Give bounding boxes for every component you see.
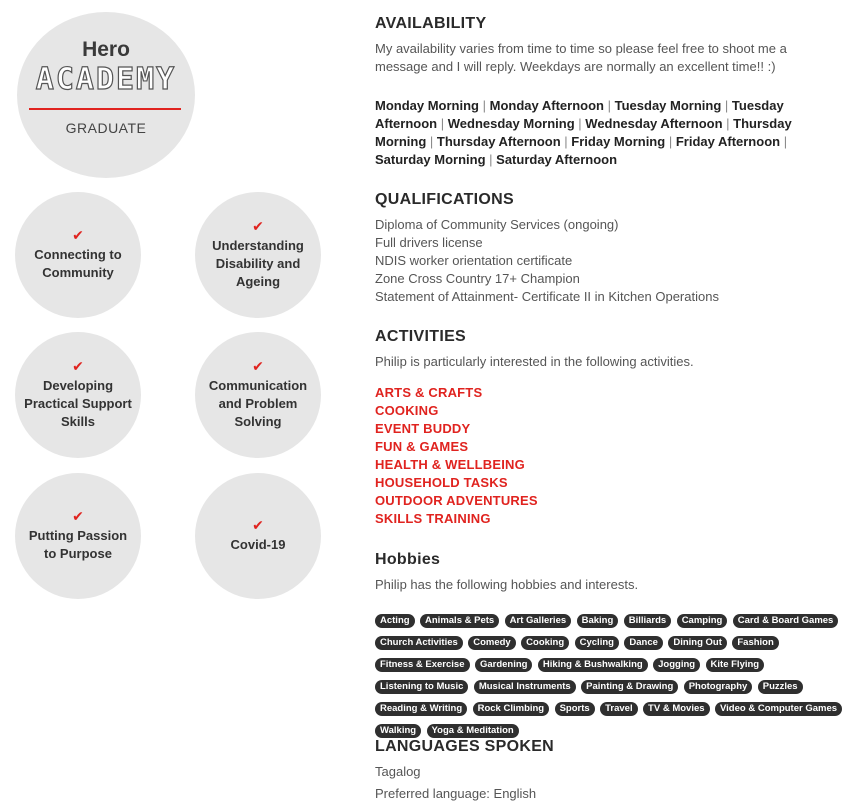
- slot-separator: |: [429, 134, 434, 149]
- skill-understanding-disability: [195, 192, 321, 318]
- hobby-tag: Reading & Writing: [375, 702, 467, 716]
- hobby-tag: Billiards: [624, 614, 672, 628]
- availability-text-line2: message and I will reply. Weekdays are normally an excellent time!! :): [375, 59, 776, 74]
- availability-slots: [375, 97, 845, 169]
- check-icon: ✔: [72, 358, 84, 374]
- slot-separator: |: [724, 98, 729, 113]
- activities-list: [375, 384, 538, 528]
- hobby-tag: Camping: [677, 614, 728, 628]
- hobby-tag: Comedy: [468, 636, 515, 650]
- hobby-tag: Jogging: [653, 658, 700, 672]
- languages-heading: LANGUAGES SPOKEN: [375, 738, 555, 755]
- slot-separator: |: [489, 152, 493, 167]
- availability-slot: Monday Afternoon: [489, 98, 604, 113]
- slot-separator: |: [578, 116, 582, 131]
- hobby-tag: Baking: [577, 614, 619, 628]
- skill-communication-problem-solving: [195, 332, 321, 458]
- slot-separator: |: [607, 98, 611, 113]
- skill-putting-passion-to-purpose: [15, 473, 141, 599]
- hobby-tags: [375, 610, 859, 742]
- badge-divider: [29, 108, 181, 110]
- qualifications-list: [375, 216, 719, 306]
- hobby-tag: Listening to Music: [375, 680, 468, 694]
- hobby-tag: Hiking & Bushwalking: [538, 658, 648, 672]
- hobby-tag: Puzzles: [758, 680, 803, 694]
- hobby-tag: Gardening: [475, 658, 533, 672]
- qualifications-heading: QUALIFICATIONS: [375, 191, 515, 208]
- hobby-tag: Art Galleries: [505, 614, 572, 628]
- skill-label: Communication and Problem Solving: [208, 378, 308, 429]
- slot-separator: |: [668, 134, 673, 149]
- hobby-tag: Fashion: [732, 636, 778, 650]
- skill-developing-practical-support: [15, 332, 141, 458]
- qualification-item: Zone Cross Country 17+ Champion: [375, 271, 580, 286]
- hobby-tag: Cycling: [575, 636, 619, 650]
- availability-heading: AVAILABILITY: [375, 15, 487, 32]
- check-icon: ✔: [72, 508, 84, 524]
- qualification-item: Full drivers license: [375, 235, 483, 250]
- hobby-tag: Yoga & Meditation: [427, 724, 519, 738]
- badge-title: Hero: [82, 38, 130, 61]
- hobby-tag: Card & Board Games: [733, 614, 839, 628]
- availability-slot: Friday Afternoon: [675, 134, 781, 149]
- activities-heading: ACTIVITIES: [375, 328, 467, 345]
- activity-item: ARTS & CRAFTS: [375, 385, 483, 400]
- availability-slot: Wednesday Morning: [447, 116, 575, 131]
- skill-label: Understanding Disability and Ageing: [212, 238, 304, 289]
- availability-slot: Thursday Morning: [375, 116, 792, 149]
- availability-slot: Wednesday Afternoon: [585, 116, 723, 131]
- availability-slot: Saturday Afternoon: [496, 152, 618, 167]
- hobby-tag: Dance: [624, 636, 663, 650]
- skill-label: Putting Passion to Purpose: [28, 528, 128, 561]
- activity-item: SKILLS TRAINING: [375, 511, 491, 526]
- qualification-item: Statement of Attainment- Certificate II in Kitchen Operations: [375, 289, 719, 304]
- hobby-tag: Video & Computer Games: [715, 702, 842, 716]
- badge-graduate-text: GRADUATE: [65, 120, 147, 136]
- badge-academy-text: ACADEMY: [35, 62, 177, 97]
- slot-separator: |: [726, 116, 730, 131]
- skill-covid-19: [195, 473, 321, 599]
- hobbies-intro: Philip has the following hobbies and interests.: [375, 577, 639, 592]
- check-icon: ✔: [252, 218, 264, 234]
- availability-slot: Tuesday Afternoon: [375, 98, 784, 131]
- hobby-tag: Rock Climbing: [473, 702, 550, 716]
- slot-separator: |: [564, 134, 568, 149]
- availability-slot: Saturday Morning: [375, 152, 486, 167]
- activity-item: COOKING: [375, 403, 439, 418]
- hobby-tag: Walking: [375, 724, 421, 738]
- hobby-tag: Photography: [684, 680, 753, 694]
- hobby-tag: Acting: [375, 614, 415, 628]
- hobby-tag: Dining Out: [668, 636, 727, 650]
- skill-label: Connecting to Community: [34, 247, 122, 280]
- hobby-tag: Cooking: [521, 636, 569, 650]
- activity-item: HOUSEHOLD TASKS: [375, 475, 508, 490]
- skill-connecting-to-community: [15, 192, 141, 318]
- qualification-item: NDIS worker orientation certificate: [375, 253, 573, 268]
- hobby-tag: TV & Movies: [643, 702, 710, 716]
- hobby-tag: Church Activities: [375, 636, 463, 650]
- hobby-tag: Painting & Drawing: [581, 680, 678, 694]
- hobby-tag: Travel: [600, 702, 637, 716]
- hobby-tag: Fitness & Exercise: [375, 658, 470, 672]
- check-icon: ✔: [252, 358, 264, 374]
- hobbies-heading: Hobbies: [375, 551, 441, 568]
- slot-separator: |: [440, 116, 445, 131]
- slot-separator: |: [783, 134, 788, 149]
- availability-slot: Friday Morning: [571, 134, 666, 149]
- slot-separator: |: [482, 98, 487, 113]
- activity-item: OUTDOOR ADVENTURES: [375, 493, 538, 508]
- activity-item: EVENT BUDDY: [375, 421, 471, 436]
- language-spoken: Tagalog: [375, 764, 421, 779]
- preferred-language: Preferred language: English: [375, 786, 537, 801]
- availability-slot: Monday Morning: [375, 98, 479, 113]
- activity-item: FUN & GAMES: [375, 439, 469, 454]
- hero-academy-badge: [17, 12, 195, 178]
- hobby-tag: Sports: [555, 702, 595, 716]
- availability-slot: Thursday Afternoon: [436, 134, 561, 149]
- check-icon: ✔: [252, 517, 264, 533]
- check-icon: ✔: [72, 227, 84, 243]
- availability-slot: Tuesday Morning: [614, 98, 722, 113]
- skill-label: Developing Practical Support Skills: [24, 378, 132, 429]
- availability-text-line1: My availability varies from time to time so please feel free to shoot me a: [375, 41, 787, 56]
- hobby-tag: Kite Flying: [706, 658, 765, 672]
- activities-intro: Philip is particularly interested in the following activities.: [375, 354, 694, 369]
- qualification-item: Diploma of Community Services (ongoing): [375, 217, 619, 232]
- skill-label: Covid-19: [230, 537, 286, 552]
- activity-item: HEALTH & WELLBEING: [375, 457, 525, 472]
- hobby-tag: Musical Instruments: [474, 680, 576, 694]
- hobby-tag: Animals & Pets: [420, 614, 499, 628]
